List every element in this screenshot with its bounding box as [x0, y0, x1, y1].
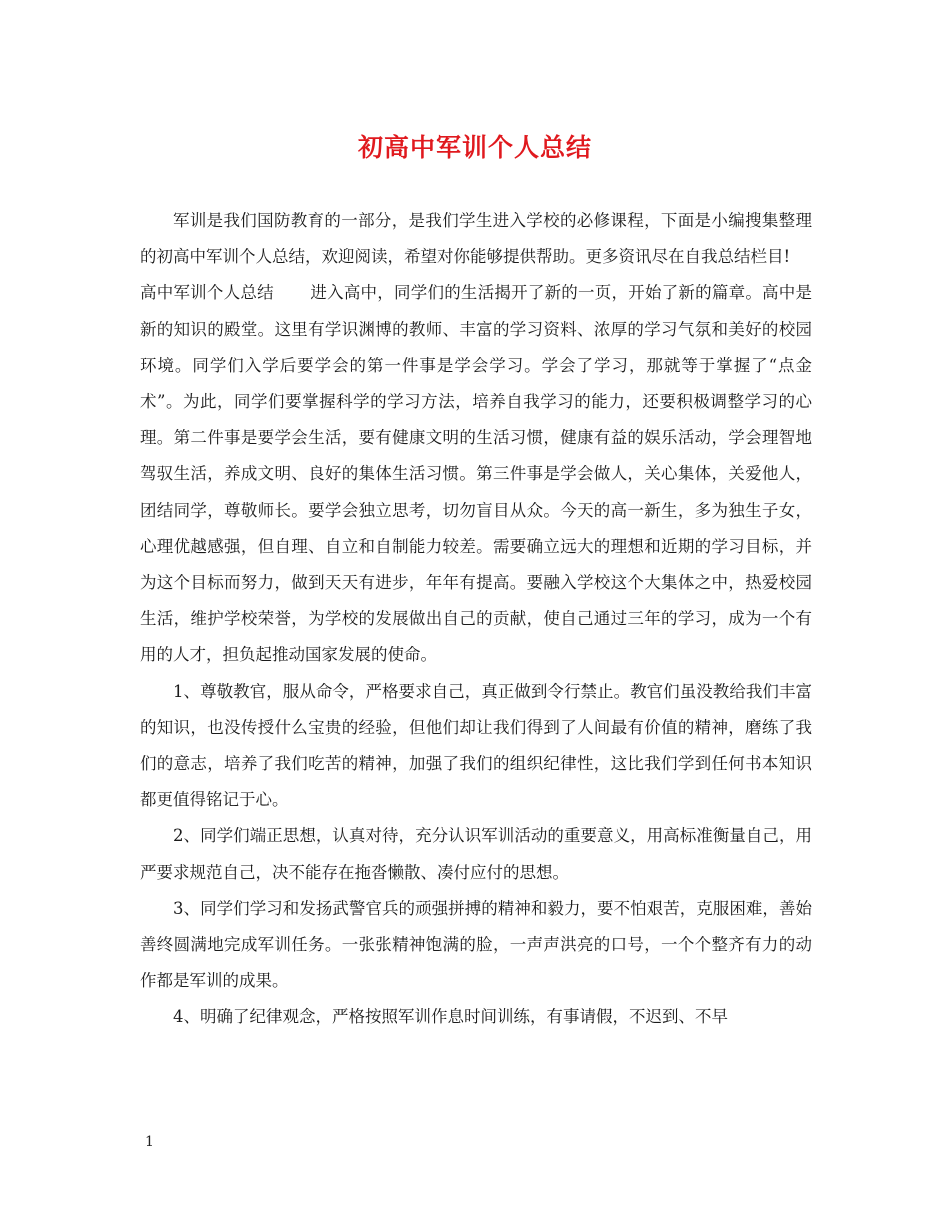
intro-paragraph: 军训是我们国防教育的一部分，是我们学生进入学校的必修课程，下面是小编搜集整理的初高中军训个人总结，欢迎阅读，希望对你能够提供帮助。更多资讯尽在自我总结栏目! — [140, 211, 812, 267]
section-heading: 高中军训个人总结 — [140, 283, 274, 303]
document-body — [140, 203, 812, 1036]
list-item: 3、同学们学习和发扬武警官兵的顽强拼搏的精神和毅力，要不怕艰苦，克服困难，善始善终圆满地完成军训任务。一张张精神饱满的脸，一声声洪亮的口号，一个个整齐有力的动作都是军训的成果。 — [140, 898, 812, 991]
section-paragraph — [140, 275, 812, 673]
list-item: 4、明确了纪律观念，严格按照军训作息时间训练，有事请假，不迟到、不早 — [173, 1007, 728, 1027]
list-item: 2、同学们端正思想，认真对待，充分认识军训活动的重要意义，用高标准衡量自己，用严要求规范自己，决不能存在拖沓懒散、凑付应付的思想。 — [140, 826, 812, 882]
section-body: 进入高中，同学们的生活揭开了新的一页，开始了新的篇章。高中是新的知识的殿堂。这里有学识渊博的教师、丰富的学习资料、浓厚的学习气氛和美好的校园环境。同学们入学后要学会的第一件事是学会学习。学会了学习，那就等于掌握了“点金术”。为此，同学们要掌握科学的学习方法，培养自我学习的能力，还要积极调整学习的心理。第二件事是要学会生活，要有健康文明的生活习惯，健康有益的娱乐活动，学会理智地驾驭生活，养成文明、良好的集体生活习惯。第三件事是学会做人，关心集体，关爱他人，团结同学，尊敬师长。要学会独立思考，切勿盲目从众。今天的高一新生，多为独生子女，心理优越感强，但自理、自立和自制能力较差。需要确立远大的理想和近期的学习目标，并为这个目标而努力，做到天天有进步，年年有提高。要融入学校这个大集体之中，热爱校园生活，维护学校荣誉，为学校的发展做出自己的贡献，使自己通过三年的学习，成为一个有用的人才，担负起推动国家发展的使命。 — [140, 283, 813, 665]
document-title: 初高中军训个人总结 — [357, 133, 592, 162]
page-number: 1 — [145, 1134, 154, 1150]
list-item: 1、尊敬教官，服从命令，严格要求自己，真正做到令行禁止。教官们虽没教给我们丰富的知识，也没传授什么宝贵的经验，但他们却让我们得到了人间最有价值的精神，磨练了我们的意志，培养了我们吃苦的精神，加强了我们的组织纪律性，这比我们学到任何书本知识都更值得铭记于心。 — [140, 681, 812, 810]
